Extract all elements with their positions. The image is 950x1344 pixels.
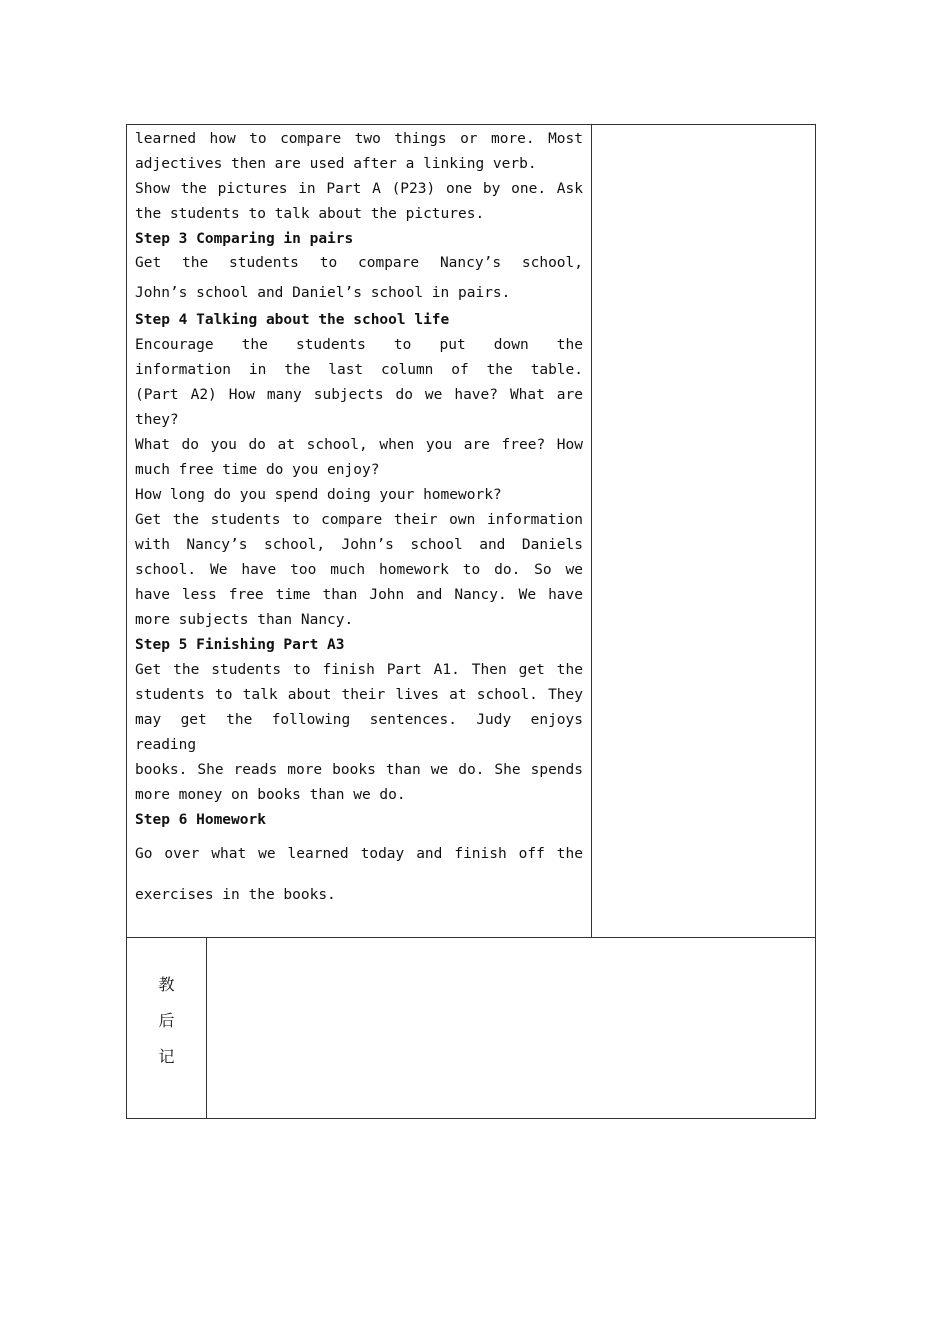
text-line: Go over what we learned today and finish off the	[135, 846, 583, 862]
text-line: more subjects than Nancy.	[135, 612, 354, 628]
step5-heading: Step 5 Finishing Part A3	[135, 637, 345, 653]
text-line: (Part A2) How many subjects do we have? What are	[135, 387, 583, 403]
text-line: books. She reads more books than we do. She spends	[135, 762, 583, 778]
text-line: information in the last column of the table.	[135, 362, 583, 378]
step6-heading: Step 6 Homework	[135, 812, 266, 828]
text-line: Encourage the students to put down the	[135, 337, 583, 353]
text-line: have less free time than John and Nancy. We have	[135, 587, 583, 603]
step4-heading: Step 4 Talking about the school life	[135, 312, 450, 328]
text-line: more money on books than we do.	[135, 787, 406, 803]
text-line: the students to talk about the pictures.	[135, 206, 485, 222]
text-line: exercises in the books.	[135, 887, 336, 903]
text-line: they?	[135, 412, 179, 428]
notes-cell	[591, 124, 816, 938]
text-line: John’s school and Daniel’s school in pairs.	[135, 285, 511, 301]
step3-heading: Step 3 Comparing in pairs	[135, 231, 354, 247]
text-line: much free time do you enjoy?	[135, 462, 380, 478]
text-line: learned how to compare two things or more. Most	[135, 131, 583, 147]
text-line: with Nancy’s school, John’s school and Daniels	[135, 537, 583, 553]
reflection-label	[127, 967, 206, 1075]
text-line: students to talk about their lives at school. They	[135, 687, 583, 703]
text-line: adjectives then are used after a linking verb.	[135, 156, 537, 172]
text-line: school. We have too much homework to do. So we	[135, 562, 583, 578]
text-line: may get the following sentences. Judy enjoys reading	[135, 712, 583, 753]
text-line: Get the students to compare Nancy’s school,	[135, 255, 583, 271]
reflection-char: 后	[158, 1011, 175, 1030]
reflection-cell	[206, 937, 816, 1119]
text-line: Get the students to finish Part A1. Then get the	[135, 662, 583, 678]
reflection-char: 教	[158, 975, 175, 994]
lesson-text	[135, 127, 583, 908]
reflection-char: 记	[158, 1047, 175, 1066]
text-line: What do you do at school, when you are free? How	[135, 437, 583, 453]
text-line: Get the students to compare their own information	[135, 512, 583, 528]
text-line: How long do you spend doing your homework?	[135, 487, 502, 503]
text-line: Show the pictures in Part A (P23) one by one. Ask	[135, 181, 583, 197]
